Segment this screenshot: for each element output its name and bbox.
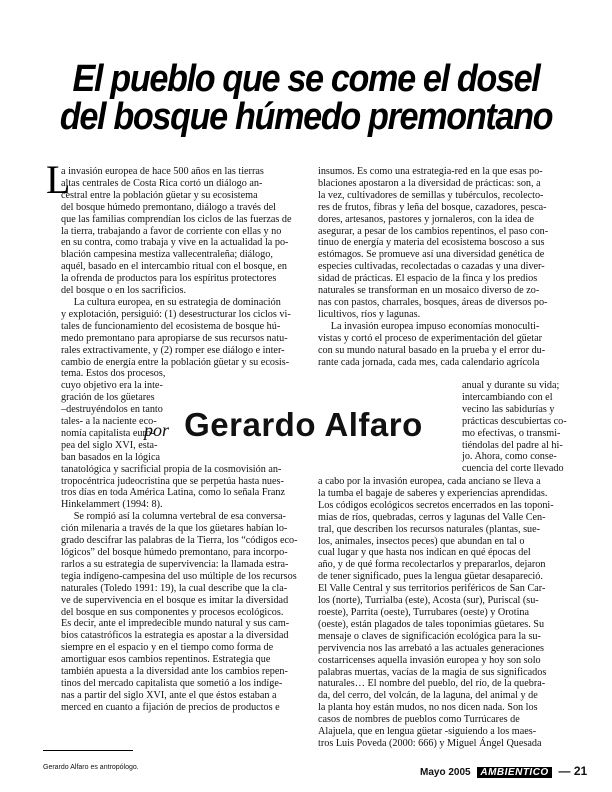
article-title-line-1: El pueblo que se come el dosel [72, 58, 540, 100]
footnote-rule [43, 750, 133, 751]
byline-prefix: por [144, 420, 170, 440]
author-footnote: Gerardo Alfaro es antropólogo. [43, 764, 139, 771]
column-1-body: a invasión europea de hace 500 años en las tierras altas centrales de Costa Rica cortó un diálogo an- cestral entre la población güetar y su ecosistema del bosque húmedo premontano, diálogo a través del que las familias comprendían los ciclos de las fuerzas de la tierra, trabajando a favor de corriente con ellas y no en su contra, como trabaja y vive en la actualidad la po- blación campesina mestiza vallecentraleña; diálogo, aquél, basado en el intercambio ritual con el bosque, en la ofrenda de productos para los espíritus protectores del bosque o en los sacrificios. La cultura europea, en su estrategia de dominación y explotación, persiguió: (1) desestructurar los ciclos vi- tales de funcionamiento del ecosistema de bosque hú- medo premontano para apropiarse de sus recursos natu- rales extractivamente, y (2) romper ese diálogo e inter- cambio de energía entre la población güetar y su ecosis- tema. Estos dos procesos, cuyo objetivo era la inte- gración de los güetares –destruyéndolos en tanto tales- a la naciente eco- nomía capitalista euro- pea del siglo XVI, esta- ban basados en la lógica tanatológica y sacrificial propia de la cosmovisión an- tropocéntrica judeocristina que se perpetúa hasta nues- tros días en toda América Latina, como lo señala Franz Hinkelammert (1994: 8). Se rompió así la columna vertebral de esa conversa- ción milenaria a través de la que los güetares habían lo- grado descifrar las palabras de la Tierra, los “códigos eco- lógicos” del bosque húmedo premontano, para incorpo- rarlos a su estrategia de supervivencia: la llamada estra- tegia indígeno-campesina del uso múltiple de los recursos naturales (Toledo 1991: 19), la cual describe que la cla- ve de supervivencia en el bosque es imitar la diversidad del bosque en sus componentes y procesos ecológicos. Es decir, ante el impredecible mundo natural y sus cam- bios catastróficos la estrategia es apostar a la diversidad siempre en el espacio y en el tiempo como forma de amortiguar esos cambios repentinos. Estrategia que también apuesta a la diversidad ante los cambios repen- tinos del mercado capitalista que sometió a los indíge- nas a partir del siglo XVI, ante el que éstos estaban a merced en cuanto a fijación de precios de productos e [61, 166, 298, 713]
author-byline [144, 406, 423, 444]
drop-cap: L [46, 157, 71, 202]
column-2-body-right-wrap: anual y durante su vida; intercambiando con el vecino las sabidurías y prácticas descubiertas co- mo efectivas, o transmi- tiéndolas del padre al hi- jo. Ahora, como conse- cuencia del corte llevado [462, 380, 567, 475]
author-name: Gerardo Alfaro [184, 406, 423, 443]
magazine-logo: AMBIENTICO [477, 767, 551, 778]
page-number: — 21 [558, 764, 588, 778]
article-title-line-2: del bosque húmedo premontano [59, 96, 553, 138]
issue-date: Mayo 2005 [420, 767, 471, 778]
column-2-body-bottom: a cabo por la invasión europea, cada anciano se lleva a la tumba el bagaje de saberes y experiencias aprendidas. Los códigos ecológicos secretos encerrados en las toponi- mias de ríos, quebradas, cerros y lagunas del Valle Cen- tral, que describen los recursos naturales (plantas, sue- los, animales, insectos peces) que abundan en tal o cual lugar y que hasta nos indican en qué épocas del año, y de qué forma recolectarlos y prepararlos, dejaron de tener significado, pues la lengua güetar desapareció. El Valle Central y sus territorios periféricos de San Car- los (norte), Turrialba (este), Acosta (sur), Puriscal (su- roeste), Parrita (oeste), Turrubares (oeste) y Orotina (oeste), están plagados de tales toponimias güetares. Su mensaje o claves de significación ecológica para la su- pervivencia nos las arrebató a las actuales generaciones costarricenses aquella invasión europea y hoy son solo palabras muertas, vacías de la magia de sus significados naturales… El nombre del pueblo, del río, de la quebra- da, del cerro, del volcán, de la laguna, del animal y de la planta hoy están mudos, no nos dicen nada. Son los casos de nombres de pueblos como Turrúcares de Alajuela, que en lengua güetar -siguiendo a los maes- tros Luis Poveda (2000: 666) y Miguel Ángel Quesada [318, 476, 554, 749]
page-footer [420, 764, 587, 778]
column-2-body-top: insumos. Es como una estrategia-red en la que esas po- blaciones apostaron a la diversidad de prácticas: son, a la vez, cultivadores de semillas y tubérculos, recolecto- res de frutos, fibras y leña del bosque, cazadores, pesca- dores, artesanos, pastores y jornaleros, con la idea de asegurar, a pesar de los cambios repentinos, el paso con- tinuo de energía y materia del ecosistema boscoso a sus estómagos. Se promueve así una diversidad genética de especies cultivadas, recolectadas o cazadas y una diver- sidad de prácticas. El espacio de la finca y los predios naturales se transforman en un mosaico diverso de zo- nas con pastos, charrales, bosques, áreas de diversos po- licultivos, ríos y lagunas. La invasión europea impuso economías monoculti- vistas y cortó el proceso de experimentación del güetar con su mundo natural basado en la prueba y el error du- rante cada jornada, cada mes, cada calendario agrícola [318, 166, 549, 368]
